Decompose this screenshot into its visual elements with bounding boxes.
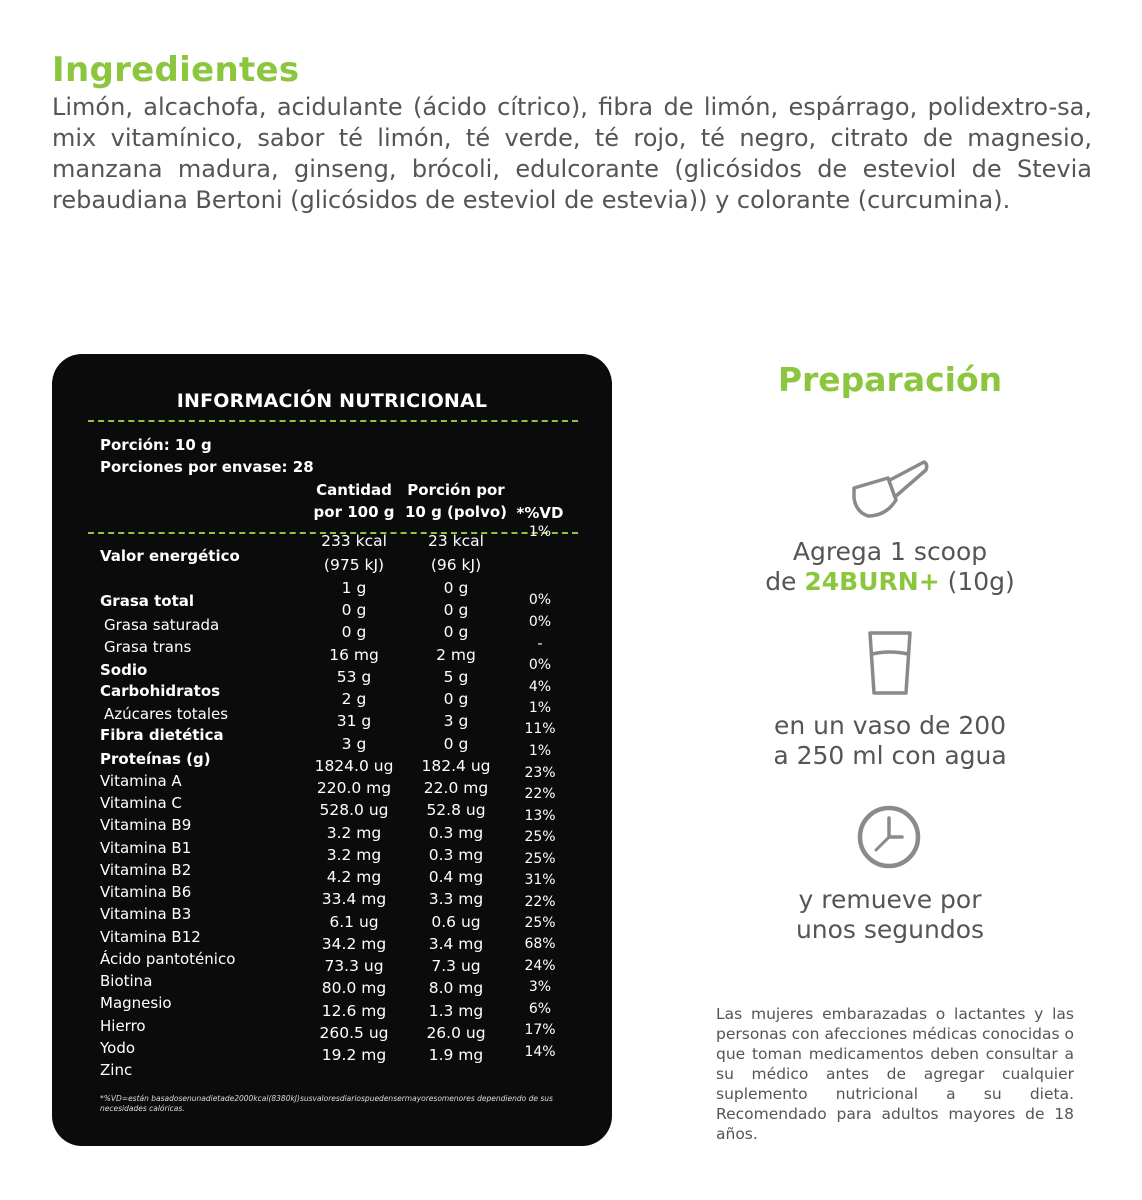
daily-value: 1% [528,743,552,759]
value-per-100g: 0 g [341,623,367,641]
value-per-100g: 12.6 mg [321,1002,387,1020]
daily-value: 11% [524,721,556,737]
glass-icon [866,630,914,696]
nutrient-label: Ácido pantoténico [100,950,236,968]
nutrient-label: Sodio [100,661,148,679]
value-per-100g: 528.0 ug [319,801,389,819]
value-per-serving: 0.3 mg [428,824,484,842]
value-per-100g: 233 kcal [321,532,387,550]
value-per-serving: 0 g [443,579,469,597]
value-per-serving: 8.0 mg [428,979,484,997]
nutrient-label: Grasa trans [104,638,192,656]
nutrient-label: Yodo [100,1039,136,1057]
col-per100-header: Cantidad por 100 g [313,481,395,521]
value-per-serving: 1.3 mg [428,1002,484,1020]
disclaimer-text: Las mujeres embarazadas o lactantes y las personas con afecciones médicas conocidas o que toman medicamentos deben consultar a su médico antes de agregar cualquier suplemento nutricional a su dieta. Recomendado para adultos mayores de 18 años. [716,1005,1074,1143]
nutrient-label: Valor energético [100,547,240,565]
value-per-serving: 0.3 mg [428,846,484,864]
col-dv-header: *%VD [516,504,564,522]
nutrient-label: Vitamina B1 [100,839,192,857]
value-per-serving: 26.0 ug [426,1024,486,1042]
value-per-100g: 16 mg [329,646,379,664]
value-per-serving: 52.8 ug [426,801,486,819]
daily-value: 6% [528,1001,552,1017]
nutrition-panel [52,354,612,1146]
nutrient-label: Grasa total [100,592,195,610]
value-per-serving: 0 g [443,690,469,708]
value-per-100g: 1 g [341,579,367,597]
value-per-serving: 3 g [443,712,469,730]
value-per-serving: 0.4 mg [428,868,484,886]
nutrition-title: INFORMACIÓN NUTRICIONAL [176,390,488,412]
prep-step-1: Agrega 1 scoop de 24BURN+ (10g) [765,537,1015,596]
col-serving-header: Porción por 10 g (polvo) [404,481,508,521]
daily-value: 25% [524,915,556,931]
nutrient-label: Zinc [100,1061,133,1079]
daily-value: 25% [524,829,556,845]
nutrient-label: Vitamina B2 [100,861,192,879]
daily-value: 23% [524,765,556,781]
servings-per-package: Porciones por envase: 28 [100,458,314,476]
daily-value: 0% [528,592,552,608]
nutrient-label: Grasa saturada [104,616,220,634]
nutrient-label: Fibra dietética [100,726,224,744]
nutrient-label: Azúcares totales [104,705,229,723]
value-per-serving: 3.3 mg [428,890,484,908]
daily-value: 1% [528,524,552,540]
daily-value: 13% [524,808,556,824]
value-per-100g: 3 g [341,735,367,753]
value-per-serving: 182.4 ug [421,757,491,775]
nutrient-label: Vitamina B9 [100,816,192,834]
nutrient-label: Hierro [100,1017,146,1035]
value-per-100g: 31 g [336,712,372,730]
value-per-serving: (96 kJ) [430,556,482,574]
daily-value: 22% [524,786,556,802]
nutrient-label: Vitamina A [100,772,182,790]
value-per-100g: 34.2 mg [321,935,387,953]
daily-value: - [537,636,543,652]
value-per-100g: 0 g [341,601,367,619]
ingredients-title: Ingredientes [52,50,300,90]
nutrient-label: Carbohidratos [100,682,221,700]
nutrient-label: Vitamina C [100,794,182,812]
value-per-serving: 3.4 mg [428,935,484,953]
value-per-serving: 0.6 ug [431,913,481,931]
value-per-serving: 1.9 mg [428,1046,484,1064]
value-per-100g: 6.1 ug [329,913,379,931]
daily-value: 17% [524,1022,556,1038]
daily-value: 22% [524,894,556,910]
daily-value: 0% [528,657,552,673]
prep-step-2: en un vaso de 200 a 250 ml con agua [773,711,1007,770]
nutrient-label: Vitamina B12 [100,928,201,946]
serving-size: Porción: 10 g [100,436,212,454]
value-per-serving: 0 g [443,623,469,641]
preparation-title: Preparación [777,360,1003,399]
value-per-100g: (975 kJ) [323,556,385,574]
value-per-serving: 22.0 mg [423,779,489,797]
value-per-100g: 2 g [341,690,367,708]
daily-value: 1% [528,700,552,716]
value-per-100g: 3.2 mg [326,824,382,842]
value-per-100g: 260.5 ug [319,1024,389,1042]
daily-value: 25% [524,851,556,867]
brand-name: 24BURN+ [804,567,940,596]
nutrient-label: Vitamina B6 [100,883,192,901]
nutrient-label: Vitamina B3 [100,905,192,923]
value-per-100g: 53 g [336,668,372,686]
prep-step-3: y remueve por unos segundos [795,885,985,944]
daily-value: 68% [524,936,556,952]
nutrient-label: Biotina [100,972,153,990]
scoop-icon [848,452,932,522]
daily-value: 0% [528,614,552,630]
value-per-serving: 5 g [443,668,469,686]
value-per-serving: 23 kcal [428,532,484,550]
nutrition-footnote: *%VD=están basadosenunadietade2000kcal(8380kJ)susvaloresdiariospuedensermayoresomenores dependiendo de sus necesidades calóricas. [100,1094,553,1113]
daily-value: 4% [528,679,552,695]
clock-icon [856,804,922,870]
value-per-100g: 73.3 ug [324,957,384,975]
daily-value: 14% [524,1044,556,1060]
value-per-100g: 4.2 mg [326,868,382,886]
daily-value: 31% [524,872,556,888]
value-per-100g: 80.0 mg [321,979,387,997]
daily-value: 24% [524,958,556,974]
daily-value: 3% [528,979,552,995]
value-per-serving: 0 g [443,735,469,753]
value-per-100g: 3.2 mg [326,846,382,864]
value-per-serving: 2 mg [436,646,476,664]
value-per-100g: 19.2 mg [321,1046,387,1064]
nutrient-label: Magnesio [100,994,172,1012]
value-per-100g: 33.4 mg [321,890,387,908]
value-per-serving: 7.3 ug [431,957,481,975]
divider-top [88,420,578,422]
nutrient-label: Proteínas (g) [100,750,211,768]
value-per-serving: 0 g [443,601,469,619]
value-per-100g: 220.0 mg [316,779,392,797]
ingredients-text: Limón, alcachofa, acidulante (ácido cítrico), fibra de limón, espárrago, polidextro-sa, mix vitamínico, sabor té limón, té verde, té rojo, té negro, citrato de magnesio, manzana madura, ginseng, brócoli, edulcorante (glicósidos de esteviol de Stevia rebaudiana Bertoni (glicósidos de esteviol de estevia)) y colorante (curcumina). [52,93,1092,214]
value-per-100g: 1824.0 ug [314,757,394,775]
